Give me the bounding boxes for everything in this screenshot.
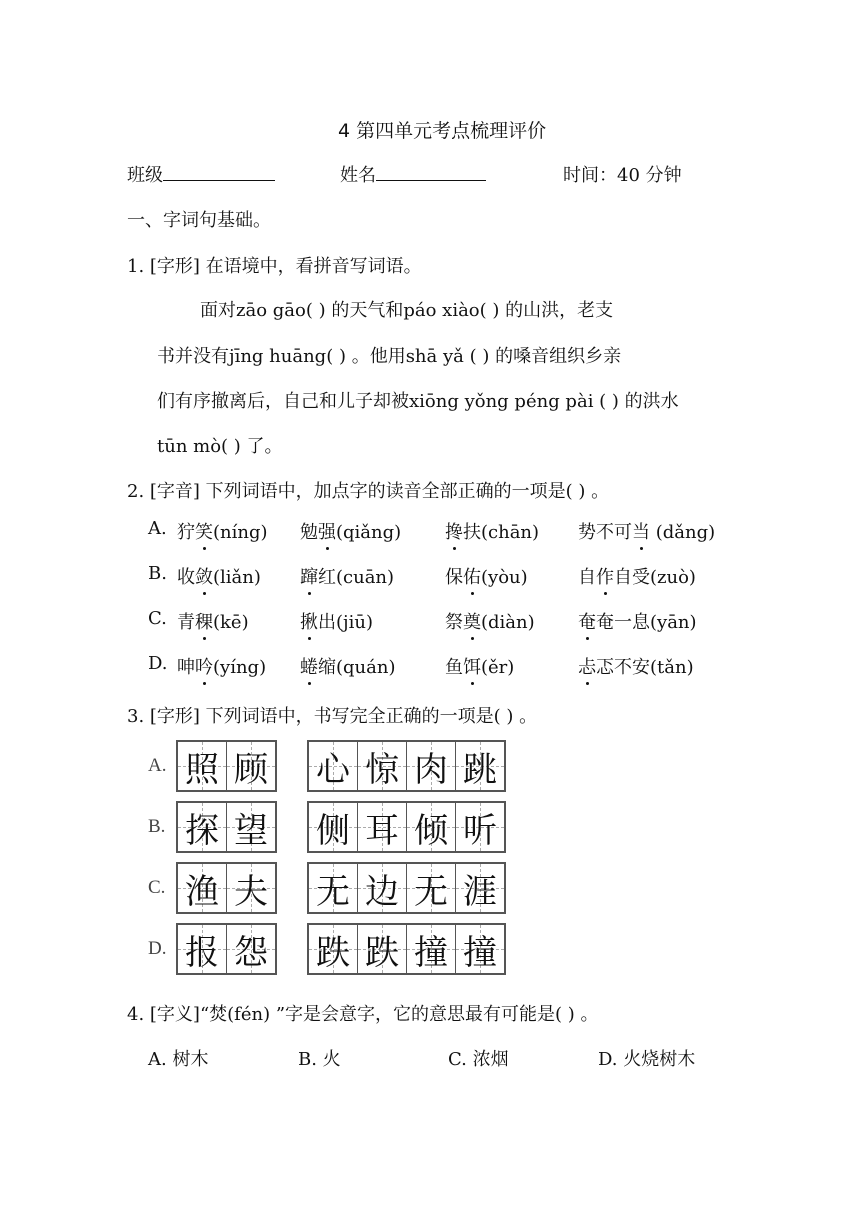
dotted-char: 笑 [195,522,213,543]
grid-character: 心 [316,749,350,790]
word-text: (kē) [213,612,249,633]
character-grid [307,801,506,853]
dotted-char: 吟 [195,657,213,678]
q2-word [445,653,514,679]
grid-cell [406,925,455,973]
word-text: 青 [177,612,195,633]
word-text: (ěr) [481,657,515,678]
grid-character: 撞 [463,932,497,973]
grid-character: 倾 [414,810,448,851]
grid-cell [455,742,504,790]
grid-cell [226,742,275,790]
name-field [340,161,486,187]
q2-option-letter[interactable]: B. [148,563,167,584]
character-grid [307,862,506,914]
grid-character: 顾 [234,749,268,790]
character-grid [176,801,277,853]
q2-word [445,563,528,589]
q4-option-c[interactable]: C. 浓烟 [448,1049,509,1070]
word-text: (yíng) [213,657,267,678]
word-text: 收 [177,567,195,588]
dotted-char: 强 [318,522,336,543]
q3-option-letter: C. [148,877,166,898]
grid-cell [178,925,226,973]
word-text: (diàn) [481,612,535,633]
dotted-char: 蹿 [300,567,318,588]
q2-word [445,518,539,544]
grid-cell [357,925,406,973]
word-text: (yòu) [481,567,528,588]
q2-option-letter[interactable]: D. [148,653,168,674]
grid-cell [357,803,406,851]
q3-option-row[interactable] [148,923,536,975]
word-text: 奄一息(yān) [596,612,697,633]
q2-word [445,608,535,634]
q3-option-letter: A. [148,755,167,776]
word-text: 自 [578,567,596,588]
grid-cell [226,925,275,973]
q2-word [300,608,373,634]
word-text: 缩(quán) [318,657,396,678]
q3-option-row[interactable] [148,740,536,792]
q2-word [177,518,268,544]
word-text: (níng) [213,522,268,543]
q1-stem: 1. [字形] 在语境中，看拼音写词语。 [127,256,422,277]
word-text: 鱼 [445,657,463,678]
time-label: 时间：40 分钟 [563,165,682,186]
dotted-char: 奄 [578,612,596,633]
word-text: 自受(zuò) [614,567,696,588]
grid-character: 夫 [234,871,268,912]
q2-word [578,518,715,544]
word-text: 祭 [445,612,463,633]
q2-word [578,608,697,634]
word-text: 扶(chān) [463,522,540,543]
grid-cell [309,742,357,790]
grid-character: 跌 [365,932,399,973]
grid-character: 惊 [365,749,399,790]
q2-word [300,653,395,679]
dotted-char: 稞 [195,612,213,633]
dotted-char: 作 [596,567,614,588]
grid-cell [455,925,504,973]
character-grid [176,923,277,975]
dotted-char: 敛 [195,567,213,588]
grid-cell [406,803,455,851]
grid-cell [357,864,406,912]
dotted-char: 奠 [463,612,481,633]
grid-character: 听 [463,810,497,851]
q4-option-a[interactable]: A. 树木 [148,1049,209,1070]
q3-option-row[interactable] [148,862,536,914]
q1-line: 书并没有jīng huāng( ) 。他用shā yǎ ( ) 的嗓音组织乡亲 [157,346,622,367]
grid-cell [406,864,455,912]
q2-word [300,518,401,544]
q2-word [578,563,696,589]
dotted-char: 搀 [445,522,463,543]
grid-character: 边 [365,871,399,912]
word-text: (dǎng) [650,522,716,543]
word-text: (qiǎng) [336,522,402,543]
q2-word [578,653,694,679]
word-text: 勉 [300,522,318,543]
q2-word [177,563,261,589]
grid-cell [178,742,226,790]
grid-cell [226,803,275,851]
q2-word [300,563,394,589]
grid-cell [309,803,357,851]
grid-cell [455,803,504,851]
q2-word [177,653,266,679]
grid-character: 报 [185,932,219,973]
q1-line: 们有序撤离后，自己和儿子却被xiōng yǒng péng pài ( ) 的洪水 [157,391,679,412]
name-label: 姓名 [340,165,376,186]
word-text: (liǎn) [213,567,261,588]
q3-option-letter: B. [148,816,166,837]
name-blank[interactable] [376,162,486,181]
grid-cell [226,864,275,912]
character-grid [307,923,506,975]
grid-cell [309,925,357,973]
dotted-char: 揪 [300,612,318,633]
q3-stem: 3. [字形] 下列词语中，书写完全正确的一项是( ) 。 [127,706,538,727]
q4-option-b[interactable]: B. 火 [298,1049,341,1070]
grid-character: 涯 [463,871,497,912]
word-text: 保 [445,567,463,588]
class-blank[interactable] [163,162,275,181]
q3-option-row[interactable] [148,801,536,853]
grid-character: 肉 [414,749,448,790]
grid-character: 跳 [463,749,497,790]
word-text: 呻 [177,657,195,678]
word-text: 红(cuān) [318,567,395,588]
grid-character: 撞 [414,932,448,973]
grid-character: 渔 [185,871,219,912]
q2-stem: 2. [字音] 下列词语中，加点字的读音全部正确的一项是( ) 。 [127,481,610,502]
grid-character: 跌 [316,932,350,973]
word-text: 势不可 [578,522,632,543]
dotted-char: 蜷 [300,657,318,678]
page-title: 4 第四单元考点梳理评价 [338,120,547,142]
word-text: 狞 [177,522,195,543]
grid-cell [406,742,455,790]
q4-stem: 4. [字义]“焚(fén) ”字是会意字，它的意思最有可能是( ) 。 [127,1004,599,1025]
grid-character: 无 [316,871,350,912]
character-grid [307,740,506,792]
q2-word [177,608,249,634]
grid-cell [309,864,357,912]
dotted-char: 当 [632,522,650,543]
q4-option-d[interactable]: D. 火烧树木 [598,1049,696,1070]
class-field [127,161,275,187]
q2-option-letter[interactable]: C. [148,608,167,629]
character-grid [176,740,277,792]
q3-option-letter: D. [148,938,167,959]
q1-line: 面对zāo gāo( ) 的天气和páo xiào( ) 的山洪，老支 [200,300,614,321]
grid-cell [357,742,406,790]
class-label: 班级 [127,165,163,186]
character-grid [176,862,277,914]
word-text: 出(jiū) [318,612,373,633]
grid-character: 耳 [365,810,399,851]
grid-character: 照 [185,749,219,790]
dotted-char: 饵 [463,657,481,678]
q1-line: tūn mò( ) 了。 [157,436,283,457]
dotted-char: 佑 [463,567,481,588]
grid-cell [455,864,504,912]
grid-cell [178,803,226,851]
q2-option-letter[interactable]: A. [148,518,167,539]
word-text: 忑不安(tǎn) [596,657,694,678]
grid-character: 怨 [234,932,268,973]
grid-character: 无 [414,871,448,912]
grid-character: 探 [185,810,219,851]
grid-character: 望 [234,810,268,851]
dotted-char: 忐 [578,657,596,678]
grid-cell [178,864,226,912]
grid-character: 侧 [316,810,350,851]
section-heading: 一、字词句基础。 [127,210,271,231]
